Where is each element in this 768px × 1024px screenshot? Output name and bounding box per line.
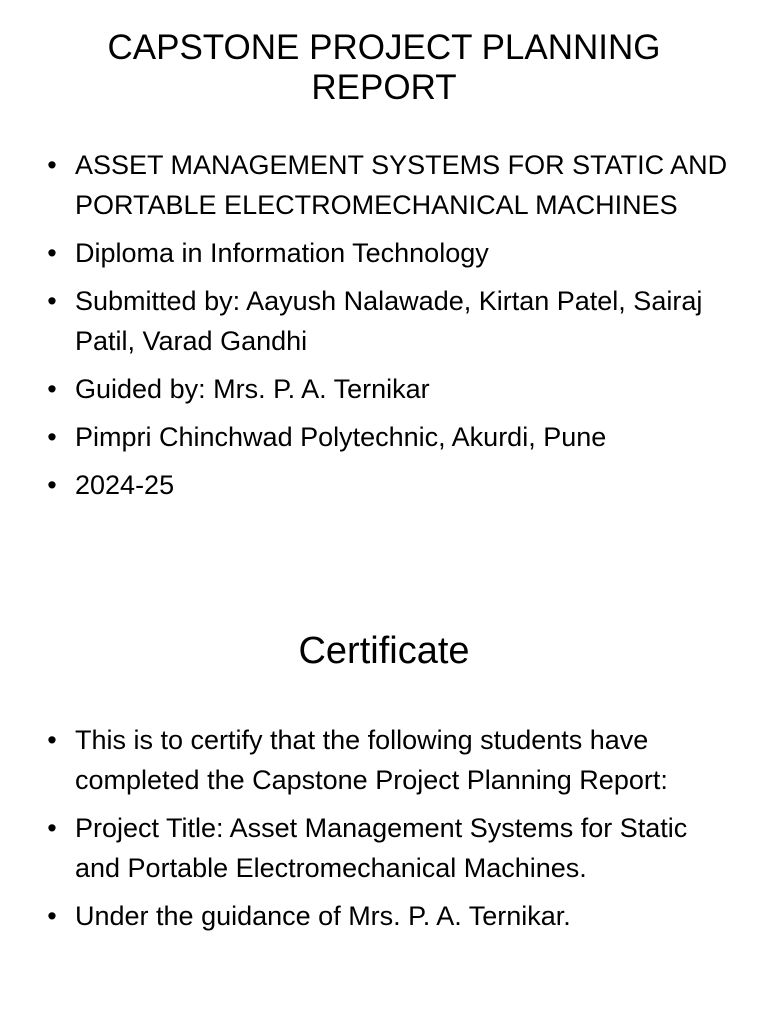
bullet-icon: • [47, 422, 57, 452]
list-item [0, 233, 768, 273]
list-item [0, 281, 768, 361]
project-name: ASSET MANAGEMENT SYSTEMS FOR STATIC AND PORTABLE ELECTROMECHANICAL MACHINES [75, 150, 728, 220]
list-item [0, 896, 768, 936]
guided-by: Guided by: Mrs. P. A. Ternikar [75, 374, 430, 404]
bullet-icon: • [47, 150, 57, 180]
bullet-icon: • [47, 470, 57, 500]
list-item [0, 145, 768, 225]
list-item [0, 465, 768, 505]
certificate-title: Certificate [298, 630, 470, 672]
institution: Pimpri Chinchwad Polytechnic, Akurdi, Pune [75, 422, 607, 452]
program-name: Diploma in Information Technology [75, 238, 489, 268]
report-title: CAPSTONE PROJECT PLANNING REPORT [107, 28, 661, 107]
bullet-icon: • [47, 901, 57, 931]
list-item [0, 808, 768, 888]
academic-year: 2024-25 [75, 470, 175, 500]
bullet-icon: • [47, 286, 57, 316]
bullet-icon: • [47, 374, 57, 404]
certification-statement: This is to certify that the following students have completed the Capstone Project Planning Report: [75, 725, 668, 795]
guidance-statement: Under the guidance of Mrs. P. A. Ternikar. [75, 901, 571, 931]
submitted-by: Submitted by: Aayush Nalawade, Kirtan Patel, Sairaj Patil, Varad Gandhi [75, 286, 703, 356]
list-item [0, 720, 768, 800]
bullet-icon: • [47, 238, 57, 268]
project-title: Project Title: Asset Management Systems for Static and Portable Electromechanical Machines. [75, 813, 688, 883]
list-item [0, 369, 768, 409]
bullet-icon: • [47, 725, 57, 755]
title-bullet-list [0, 145, 768, 513]
bullet-icon: • [47, 813, 57, 843]
list-item [0, 417, 768, 457]
certificate-bullet-list [0, 720, 768, 944]
